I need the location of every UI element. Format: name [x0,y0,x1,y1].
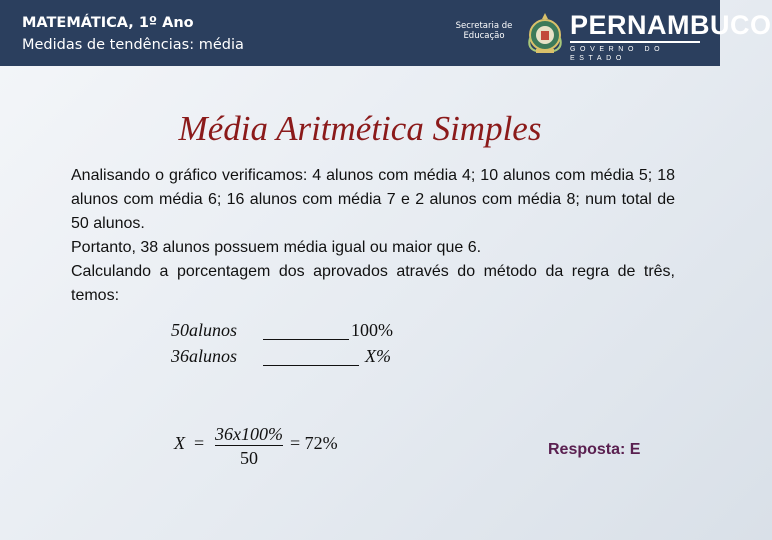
formula-equals: = [194,433,205,453]
formula-result: = 72% [290,433,338,453]
paragraph-conclusion: Portanto, 38 alunos possuem média igual ou maior que 6. [71,239,482,256]
answer-text: Resposta: E [548,441,641,458]
course-title: MATEMÁTICA, 1º Ano [22,15,194,31]
brand-subtitle: GOVERNO DO ESTADO [570,46,665,62]
course-subtitle: Medidas de tendências: média [22,37,244,53]
rule-of-three [171,320,421,372]
header-bar [0,0,772,66]
formula-variable: X [174,433,185,453]
brand-divider [570,41,700,43]
formula-fraction [212,423,286,470]
proportion-right: X% [365,346,391,366]
government-logo [452,8,772,62]
formula-numerator: 36x100% [215,424,283,444]
proportion-row [171,320,421,346]
paragraph-method: Calculando a porcentagem dos aprovados através do método da regra de três, temos: [71,263,675,304]
percentage-formula [174,423,394,469]
proportion-line [263,365,359,366]
paragraph-analysis: Analisando o gráfico verificamos: 4 alunos com média 4; 10 alunos com média 5; 18 alunos com média 6; 16 alunos com média 7 e 2 alunos com média 8; num total de 50 alunos. [71,167,675,232]
proportion-right: 100% [351,320,393,340]
proportion-left: 50alunos [171,320,238,340]
proportion-row [171,346,421,372]
brand-name: PERNAMBUCO [570,10,772,40]
formula-denominator: 50 [240,448,258,468]
header-text [22,12,244,56]
secretaria-label: Secretaria de Educação [455,21,513,41]
proportion-line [263,339,349,340]
state-seal-icon [522,10,568,56]
slide-title: Média Aritmética Simples [178,109,542,148]
body-text [71,164,675,308]
proportion-left: 36alunos [171,346,238,366]
